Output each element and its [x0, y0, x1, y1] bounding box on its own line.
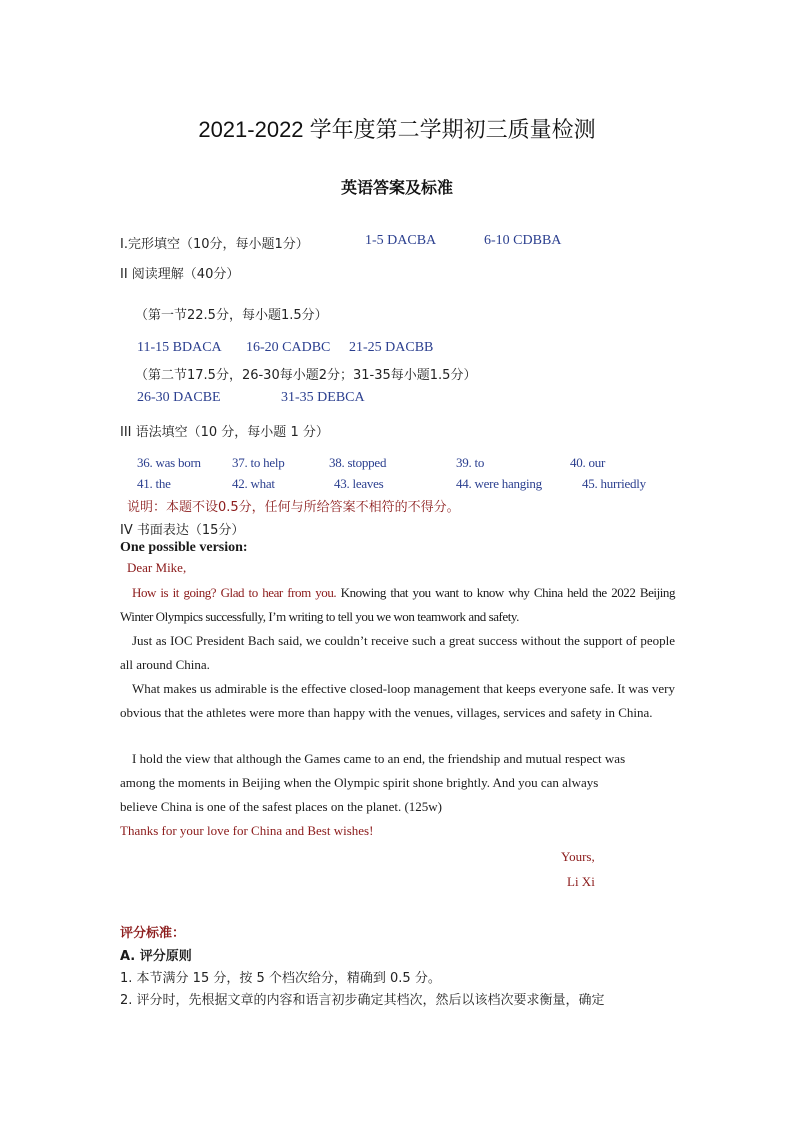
- grading-item: 1. 本节满分 15 分，按 5 个档次给分，精确到 0.5 分。: [120, 971, 441, 986]
- section-3-answer: 38. stopped: [329, 455, 387, 470]
- essay-signature: Li Xi: [567, 874, 595, 889]
- section-1-answer: 1-5 DACBA: [365, 233, 437, 248]
- section-1-heading: I.完形填空（10分，每小题1分）: [120, 237, 309, 252]
- essay-yours: Yours,: [561, 849, 595, 864]
- page-subtitle: 英语答案及标准: [340, 178, 453, 197]
- section-2-answer: 16-20 CADBC: [246, 340, 331, 355]
- section-2-answer: 11-15 BDACA: [137, 340, 222, 355]
- section-3-answer: 45. hurriedly: [582, 476, 646, 491]
- page-title: 2021-2022 学年度第二学期初三质量检测: [198, 117, 596, 142]
- grading-heading: 评分标准：: [120, 926, 186, 941]
- essay-closing: Thanks for your love for China and Best wishes!: [120, 823, 374, 838]
- section-3-heading: III 语法填空（10 分，每小题 1 分）: [120, 425, 329, 440]
- section-4-heading: IV 书面表达（15分）: [120, 523, 245, 538]
- section-2-answer: 26-30 DACBE: [137, 390, 221, 405]
- essay-body: [120, 581, 675, 725]
- grading-item: 2. 评分时，先根据文章的内容和语言初步确定其档次，然后以该档次要求衡量，确定: [120, 993, 605, 1008]
- section-2-answer: 31-35 DEBCA: [281, 390, 365, 405]
- essay-paragraph: Just as IOC President Bach said, we couldn’t receive such a great success without the support of people all around China.: [120, 633, 675, 672]
- section-3-answer: 41. the: [137, 476, 171, 491]
- section-2-part1-note: （第一节22.5分，每小题1.5分）: [135, 308, 328, 323]
- section-3-answer: 42. what: [232, 476, 275, 491]
- section-3-answer: 44. were hanging: [456, 476, 542, 491]
- version-label: One possible version:: [120, 540, 248, 555]
- section-3-answer: 40. our: [570, 455, 606, 470]
- section-3-answer: 39. to: [456, 455, 485, 470]
- salutation: Dear Mike,: [127, 560, 187, 575]
- section-1-answer: 6-10 CDBBA: [484, 233, 562, 248]
- section-3-answer: 43. leaves: [334, 476, 384, 491]
- grading-principle-heading: A. 评分原则: [120, 949, 192, 964]
- essay-line: I hold the view that although the Games came to an end, the friendship and mutual respect was: [132, 751, 626, 766]
- section-2-answer: 21-25 DACBB: [349, 340, 434, 355]
- essay-line: among the moments in Beijing when the Olympic spirit shone brightly. And you can always: [120, 775, 599, 790]
- essay-paragraph: [120, 581, 675, 629]
- essay-line: believe China is one of the safest places on the planet. (125w): [120, 799, 443, 814]
- section-2-part2-note: （第二节17.5分，26-30每小题2分；31-35每小题1.5分）: [135, 368, 477, 383]
- essay-greeting: How is it going? Glad to hear from you.: [132, 585, 337, 600]
- section-3-answer: 37. to help: [232, 455, 285, 470]
- essay-paragraph-text: Knowing that you want to know why China held the 2022 Beijing Winter Olympics successfully, I’m writing to tell you we won teamwork and safety.: [120, 585, 675, 624]
- section-2-heading: II 阅读理解（40分）: [120, 267, 240, 282]
- section-3-answer: 36. was born: [137, 455, 201, 470]
- essay-paragraph: What makes us admirable is the effective closed-loop management that keeps everyone safe. It was very obvious that the athletes were more than happy with the venues, villages, services and safety in China.: [120, 681, 675, 720]
- section-3-note: 说明：本题不设0.5分，任何与所给答案不相符的不得分。: [127, 500, 460, 515]
